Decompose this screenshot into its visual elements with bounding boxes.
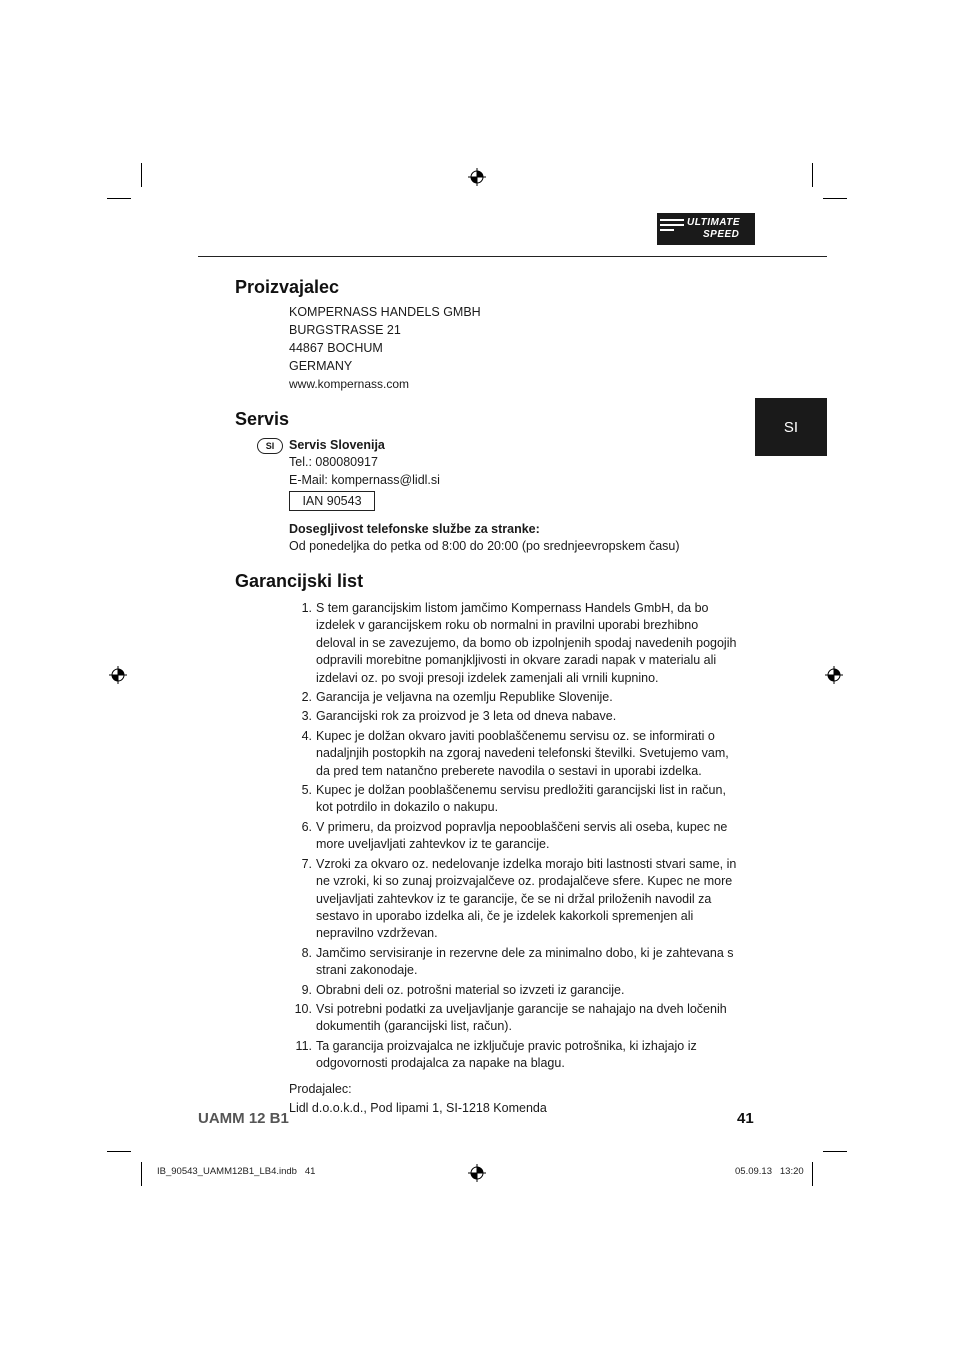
registration-mark-icon: [468, 168, 486, 186]
manufacturer-heading: Proizvajalec: [235, 277, 340, 297]
language-tab: SI: [755, 398, 827, 456]
list-item: 6. V primeru, da proizvod popravlja nepooblaščeni servis ali oseba, kupec ne more uveljavljati zahtevkov iz te garancije.: [301, 819, 728, 852]
list-item: 5. Kupec je dolžan pooblaščenemu servisu predložiti garancijski list in račun, kot potrdilo in dokazilo o nakupu.: [301, 783, 726, 815]
crop-mark: [141, 1162, 142, 1186]
seller-address: Lidl d.o.o.k.d., Pod lipami 1, SI-1218 Komenda: [289, 1100, 547, 1115]
manufacturer-line: KOMPERNASS HANDELS GMBH: [289, 305, 481, 319]
service-email: E-Mail: kompernass@lidl.si: [289, 473, 440, 487]
list-item: 10. Vsi potrebni podatki za uveljavljanje garancije se nahajajo na dveh ločenih dokumentih (garancijski list, račun).: [294, 1001, 727, 1034]
brand-logo: [657, 213, 755, 245]
list-item: 7. Vzroki za okvaro oz. nedelovanje izdelka morajo biti lastnosti stvari same, in ne vzroki, ki so zunaj proizvajalčeve oz. prodajalčeve sfere. Kupec ne more uveljavljati zahtevkov iz te garancije, če se ni držal priloženih navodil za sestavo in uporabo izdelka ali, če je izdelek kakorkoli spremenjen ali nepravilno vzdrževan.: [301, 856, 737, 941]
crop-mark: [823, 198, 847, 199]
warranty-list: [289, 600, 737, 1117]
logo-line-1: ULTIMATE: [687, 217, 741, 228]
service-name: Servis Slovenija: [289, 438, 385, 452]
manufacturer-line: GERMANY: [289, 359, 353, 373]
list-item: 8. Jamčimo servisiranje in rezervne dele za minimalno dobo, ki je zahtevana s strani zakonodaje.: [301, 945, 734, 978]
list-item: 4. Kupec je dolžan okvaro javiti pooblaščenemu servisu oz. se informirati o nadaljnjih postopkih na zgoraj navedeni telefonski številki. Svetujemo vam, da pred tem natančno preberete navodila o sestavi in uporabi izdelka.: [301, 728, 729, 778]
header-rule: [198, 256, 827, 257]
seller-label: Prodajalec:: [289, 1081, 352, 1096]
manufacturer-website: www.kompernass.com: [289, 377, 410, 391]
page-number: 41: [737, 1110, 754, 1127]
availability-text: Od ponedeljka do petka od 8:00 do 20:00 (po srednjeevropskem času): [289, 539, 680, 553]
crop-mark: [812, 163, 813, 187]
logo-line-2: SPEED: [703, 229, 740, 240]
crop-mark: [107, 198, 131, 199]
registration-mark-icon: [468, 1164, 486, 1182]
service-tel: Tel.: 080080917: [289, 455, 378, 469]
ian-box: IAN 90543: [289, 491, 375, 511]
warranty-heading: Garancijski list: [235, 571, 364, 591]
list-item: 2. Garancija je veljavna na ozemlju Republike Slovenije.: [301, 690, 613, 705]
manufacturer-line: 44867 BOCHUM: [289, 341, 383, 355]
country-badge: SI: [257, 438, 283, 454]
print-slug-file: IB_90543_UAMM12B1_LB4.indb 41: [157, 1166, 316, 1177]
list-item: 9. Obrabni deli oz. potrošni material so izvzeti iz garancije.: [301, 982, 625, 997]
crop-mark: [812, 1162, 813, 1186]
crop-mark: [141, 163, 142, 187]
print-slug-date: 05.09.13 13:20: [735, 1166, 804, 1177]
service-heading: Servis: [235, 409, 290, 429]
registration-mark-icon: [109, 666, 127, 684]
manufacturer-line: BURGSTRASSE 21: [289, 323, 401, 337]
crop-mark: [107, 1151, 131, 1152]
crop-mark: [823, 1151, 847, 1152]
availability-title: Dosegljivost telefonske službe za stranke:: [289, 522, 540, 536]
list-item: 11. Ta garancija proizvajalca ne izključuje pravic potrošnika, ki izhajajo iz odgovornosti prodajalca za napake na blagu.: [295, 1038, 697, 1071]
list-item: 3. Garancijski rok za proizvod je 3 leta od dneva nabave.: [301, 709, 617, 724]
model-number: UAMM 12 B1: [198, 1110, 289, 1127]
registration-mark-icon: [825, 666, 843, 684]
list-item: 1. S tem garancijskim listom jamčimo Kompernass Handels GmbH, da bo izdelek v garancijskem roku ob normalni in pravilni uporabi brezhibno deloval in se zavezujemo, da bomo ob izpolnjenih spodaj navedenih pogojih odpravili morebitne pomanjkljivosti in okvare zaradi napak v materialu ali izdelavi oz. po svoji presoji izdelek zamenjali ali vrnili kupnino.: [301, 601, 737, 685]
